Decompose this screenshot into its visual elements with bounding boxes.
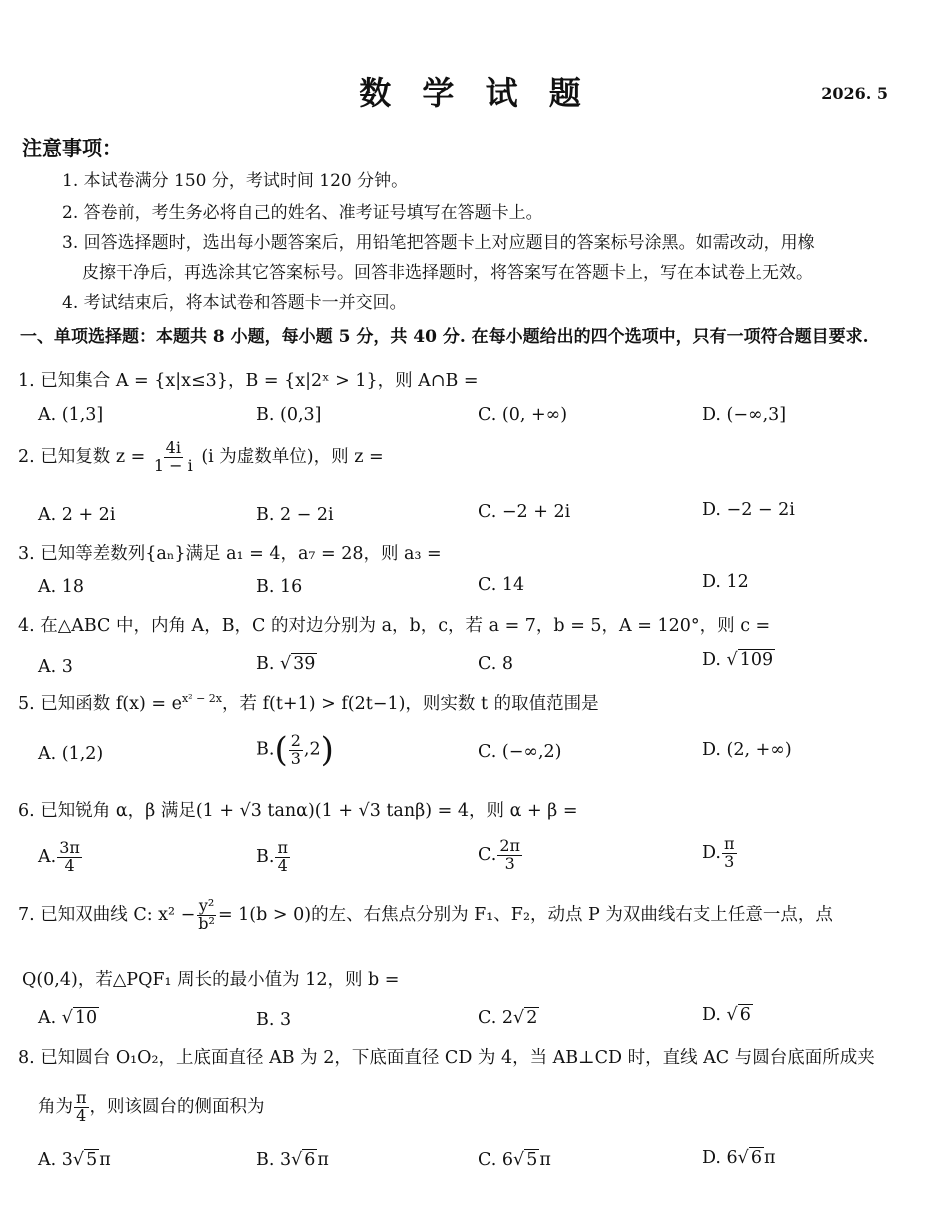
q2-numerator: 4i [165,438,181,457]
q7-option-d: D. √ 6 [702,1005,751,1025]
q4-option-d: D. √ 109 [702,650,774,670]
question-5-stem: 5. 已知函数 $f(x) = e^{x^2 - 2x}$，若 f(t+1) > f(2t−1)，则实数 t 的取值范围是 [18,692,599,714]
q4-option-b: B. √ 39 [256,654,316,674]
q2-option-d: D. −2 − 2i [702,500,795,520]
question-7-stem: 7. 已知双曲线 C: x² − $\frac{\text{y²}}{\text{b²}}$ = 1(b > 0)的左、右焦点分别为 F₁、F₂，动点 P 为双曲线右支上任意一点，点 [18,896,833,933]
q1-option-d: D. (−∞,3] [702,405,787,425]
section-title: 一、单项选择题：本题共 8 小题，每小题 5 分，共 40 分. 在每小题给出的四个选项中，只有一项符合题目要求. [20,327,869,347]
q8-option-b: B. 3√ 6 π [256,1150,329,1170]
notice-item: 皮擦干净后，再选涂其它答案标号。回答非选择题时，将答案写在答题卡上，写在本试卷上无效。 [82,263,813,283]
notice-item: 4. 考试结束后，将本试卷和答题卡一并交回。 [62,293,407,313]
q3-option-a: A. 18 [38,577,85,597]
q5-option-b: B.( $\frac{2}{3}$ ,2) [256,730,334,770]
q5-option-d: D. (2, +∞) [702,740,792,760]
q7-option-c: C. 2√ 2 [478,1008,538,1028]
q7-option-b: B. 3 [256,1010,292,1030]
q2-stem-pre: 2. 已知复数 z = [18,446,146,467]
notice-item: 3. 回答选择题时，选出每小题答案后，用铅笔把答题卡上对应题目的答案标号涂黑。如需改动，用橡 [62,233,815,253]
q2-option-b: B. 2 − 2i [256,505,334,525]
q7-option-a: A. √ 10 [38,1008,98,1028]
notice-item: 2. 答卷前，考生务必将自己的姓名、准考证号填写在答题卡上。 [62,203,543,223]
q1-option-b: B. (0,3] [256,405,322,425]
q6-option-c: C. $\frac{2\pi}{3}$ [478,836,521,873]
q5-exponent: x² − 2x [181,692,222,706]
question-4-stem: 4. 在△ABC 中，内角 A，B，C 的对边分别为 a，b，c，若 a = 7，b = 5，A = 120°，则 c = [18,616,771,636]
q8-option-c: C. 6√ 5 π [478,1150,551,1170]
page-title: 数 学 试 题 [359,74,591,112]
q5-option-a: A. (1,2) [38,744,104,764]
q5-option-c: C. (−∞,2) [478,742,562,762]
question-1-stem: 1. 已知集合 A = {x|x≤3}，B = {x|2ˣ > 1}，则 A∩B = [18,371,479,391]
q6-option-b: B. $\frac{\pi}{4}$ [256,838,288,875]
q1-option-c: C. (0, +∞) [478,405,568,425]
q2-denominator: 1 − i [153,455,193,475]
question-2-stem [18,440,384,475]
q2-fraction [152,440,195,475]
q8-option-d: D. 6√ 6 π [702,1148,776,1168]
question-8-stem: 8. 已知圆台 O₁O₂，上底面直径 AB 为 2，下底面直径 CD 为 4，当 AB⊥CD 时，直线 AC 与圆台底面所成夹 [18,1048,875,1068]
q4-option-c: C. 8 [478,654,514,674]
notice-heading: 注意事项： [22,136,122,160]
notice-item: 1. 本试卷满分 150 分，考试时间 120 分钟。 [62,171,409,191]
q6-option-d: D. $\frac{\pi}{3}$ [702,834,735,871]
question-3-stem: 3. 已知等差数列{aₙ}满足 a₁ = 4，a₇ = 28，则 a₃ = [18,544,442,564]
exam-date: 2026. 5 [821,84,888,103]
question-6-stem: 6. 已知锐角 α，β 满足(1 + √3 tanα)(1 + √3 tanβ) = 4，则 α + β = [18,801,578,821]
q3-option-b: B. 16 [256,577,303,597]
q2-stem-post: (i 为虚数单位)，则 z = [201,446,384,467]
q3-option-d: D. 12 [702,572,749,592]
q8-option-a: A. 3√ 5 π [38,1150,111,1170]
question-7-stem-line2: Q(0,4)，若△PQF₁ 周长的最小值为 12，则 b = [22,970,400,990]
q2-option-a: A. 2 + 2i [38,505,116,525]
q2-option-c: C. −2 + 2i [478,502,571,522]
q3-option-c: C. 14 [478,575,525,595]
q1-option-a: A. (1,3] [38,405,104,425]
question-8-stem-line2: 角为 $\frac{\pi}{4}$ ，则该圆台的侧面积为 [38,1088,265,1125]
q4-option-a: A. 3 [38,657,73,677]
q6-option-a: A. $\frac{3\pi}{4}$ [38,838,80,875]
